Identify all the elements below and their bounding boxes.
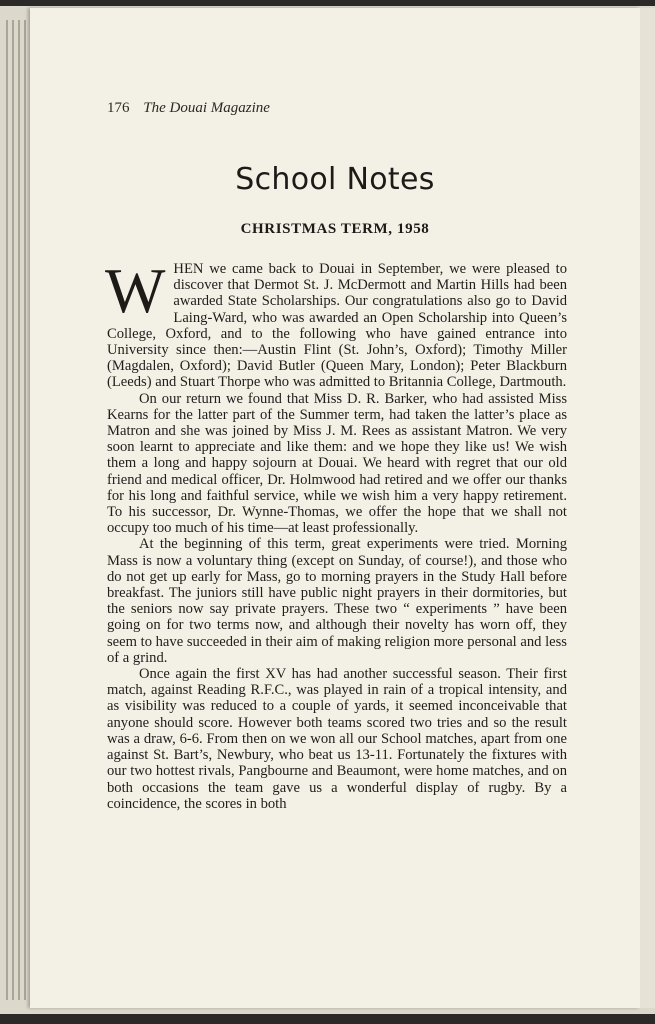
page-number: 176: [107, 100, 130, 116]
article-title: School Notes: [235, 162, 435, 197]
term-heading: CHRISTMAS TERM, 1958: [240, 221, 430, 237]
page-edge: [18, 20, 20, 1000]
page-edge: [24, 20, 26, 1000]
page-edge: [12, 20, 14, 1000]
running-head: [107, 100, 270, 117]
page-edge: [6, 20, 8, 1000]
book-page: [30, 8, 640, 1008]
paragraph-4: Once again the first XV has had another successful season. Their first match, against Reading R.F.C., was played in rain of a tropical intensity, and as visibility was reduced to a couple of yards, it seemed inconceivable that anyone should score. However both teams scored two tries and so the result was a draw, 6-6. From then on we won all our School matches, apart from one against St. Bart’s, Newbury, who beat us 13-11. Fortunately the fixtures with our two hottest rivals, Pangbourne and Beaumont, were home matches, and on both occasions the team gave us a wonderful display of rugby. By a coincidence, the scores in both: [107, 666, 567, 812]
book-spine-edge: [640, 8, 655, 1008]
article-body: [105, 255, 567, 812]
paragraph-2: On our return we found that Miss D. R. Barker, who had assisted Miss Kearns for the latter part of the Summer term, had taken the latter’s place as Matron and she was joined by Miss J. M. Rees as assistant Matron. We very soon learnt to appreciate and like them: and we hope they like us! We wish them a long and happy sojourn at Douai. We heard with regret that our old friend and medical officer, Dr. Holmwood had retired and we offer our thanks for his long and faithful service, while we wish him a very happy retirement. To his successor, Dr. Wynne-Thomas, we offer the hope that we shall not occupy too much of his time—at least professionally.: [107, 390, 567, 537]
paragraph-1: [105, 255, 567, 391]
paragraph-text: HEN we came back to Douai in September, we were pleased to discover that Dermot St. J. McDermott and Martin Hills had been awarded State Scholarships. Our congratulations also go to David Laing-Ward, who was awarded an Open Scholarship into Queen’s College, Oxford, and to the following who have gained entrance into University since then:—Austin Flint (St. John’s, Oxford); Timothy Miller (Magdalen, Oxford); David Butler (Queen Mary, London); Peter Blackburn (Leeds) and Stuart Thorpe who was admitted to Britannia College, Dartmouth.: [107, 261, 567, 391]
scan-background: [0, 1014, 655, 1024]
paragraph-3: At the beginning of this term, great experiments were tried. Morning Mass is now a voluntary thing (except on Sunday, of course!), and those who do not get up early for Mass, go to morning prayers in the Study Hall before breakfast. The juniors still have public night prayers in their dormitories, but the seniors now say private prayers. These two “ experiments ” have been going on for two terms now, and although their novelty has worn off, they seem to have succeeded in their aim of making religion more personal and less of a grind.: [107, 536, 567, 666]
magazine-title: The Douai Magazine: [143, 100, 270, 116]
drop-cap: W: [105, 255, 166, 326]
